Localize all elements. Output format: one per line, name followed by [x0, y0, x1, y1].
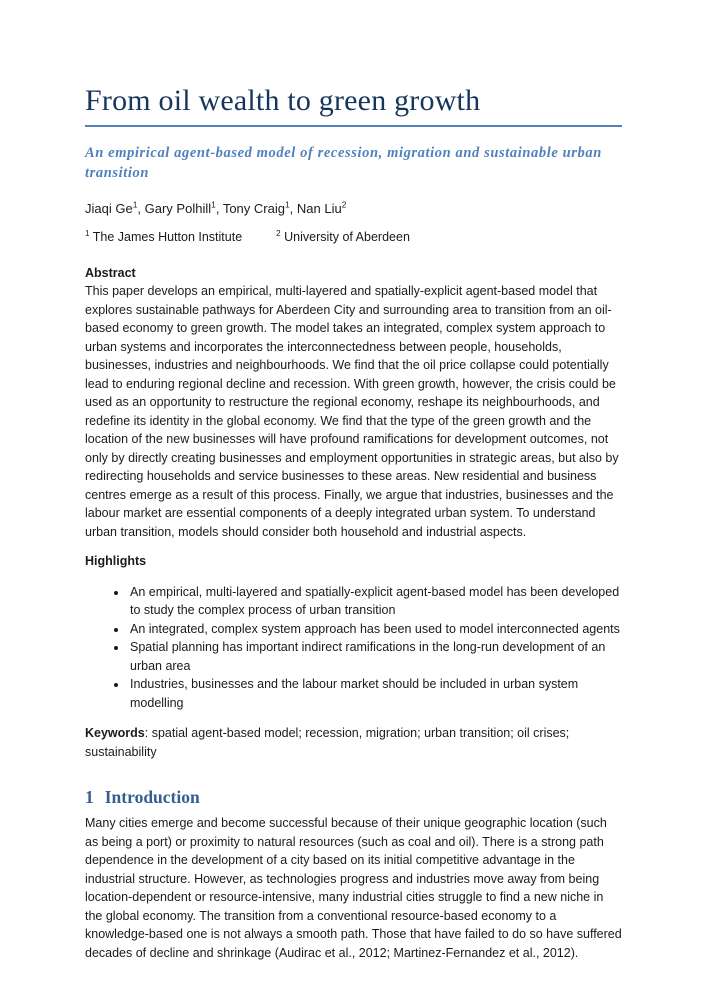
highlights-list — [85, 583, 622, 713]
introduction-text: Many cities emerge and become successful because of their unique geographic location (such as being a port) or proximity to natural resources (such as coal and oil). There is a strong path dependence in the development of a city based on its initial competitive advantage in the industrial structure. However, as technologies progress and industries move away from being location-dependent or resource-intensive, many industrial cities struggle to find a new niche in the global economy. The transition from a conventional resource-based economy to a knowledge-based one is not always a smooth path. Those that have failed to do so have suffered decades of decline and shrinkage (Audirac et al., 2012; Martinez-Fernandez et al., 2012). — [85, 816, 622, 960]
author-name: Nan Liu — [296, 201, 342, 216]
paper-title: From oil wealth to green growth — [85, 84, 622, 127]
author-name: Gary Polhill — [144, 201, 212, 216]
abstract-heading: Abstract — [85, 265, 136, 280]
section-heading-introduction — [85, 785, 622, 809]
author-line: Jiaqi Ge$^1$, Gary Polhill$^1$, Tony Craig$^1$, Nan Liu$^2$ — [85, 199, 347, 216]
highlights-heading: Highlights — [85, 554, 147, 568]
author-affiliation-ref: 1 — [211, 199, 216, 210]
highlight-item: • Industries, businesses and the labour market should be included in urban system modelling — [128, 675, 622, 712]
section-title: Introduction — [104, 787, 200, 807]
affiliation-number: 2 — [276, 228, 281, 238]
highlight-item: • An integrated, complex system approach has been used to model interconnected agents — [128, 620, 622, 639]
keywords-label: Keywords — [85, 726, 145, 740]
highlight-item: • Spatial planning has important indirect ramifications in the long-run development of an urban area — [128, 638, 622, 675]
author-name: Jiaqi Ge — [85, 201, 133, 216]
author-affiliation-ref: 2 — [341, 199, 347, 210]
keywords-line — [85, 724, 622, 761]
author-affiliation-ref: 1 — [132, 199, 138, 210]
paper-subtitle: An empirical agent-based model of recession, migration and sustainable urban transition — [85, 145, 602, 181]
affiliation-item: $^2$ University of Aberdeen — [276, 228, 410, 244]
affiliation-line — [85, 228, 622, 247]
abstract-text: This paper develops an empirical, multi-layered and spatially-explicit agent-based model that explores sustainable pathways for Aberdeen City and surrounding area to transition from an oil-based economy to green growth. The model takes an integrated, complex system approach to urban systems and incorporates the interconnectedness between people, households, businesses, industries and neighbourhoods. We find that the oil price collapse could potentially lead to enduring regional decline and recession. With green growth, however, the crisis could be used as an opportunity to restructure the regional economy, reshape its neighbourhoods, and redefine its identity in the global economy. We find that the type of the green growth and the location of the new businesses will have profound ramifications for development outcomes, not only by directly creating businesses and employment opportunities in strategic areas, but also by redirecting households and service businesses to these areas. New residential and business centres emerge as a result of this process. Finally, we argue that industries, businesses and the labour market are essential components of a deeply integrated urban system. To understand urban transition, models should consider both household and industrial aspects. — [85, 284, 619, 539]
affiliation-number: 1 — [85, 228, 90, 238]
affiliation-item: $^1$ The James Hutton Institute — [85, 228, 243, 244]
author-affiliation-ref: 1 — [284, 199, 290, 210]
highlight-item: • An empirical, multi-layered and spatially-explicit agent-based model has been developed to study the complex process of urban transition — [128, 583, 622, 620]
keywords-text: : spatial agent-based model; recession, migration; urban transition; oil crises; sustainability — [85, 726, 570, 759]
section-number: 1 — [85, 787, 94, 807]
author-name: Tony Craig — [222, 201, 285, 216]
